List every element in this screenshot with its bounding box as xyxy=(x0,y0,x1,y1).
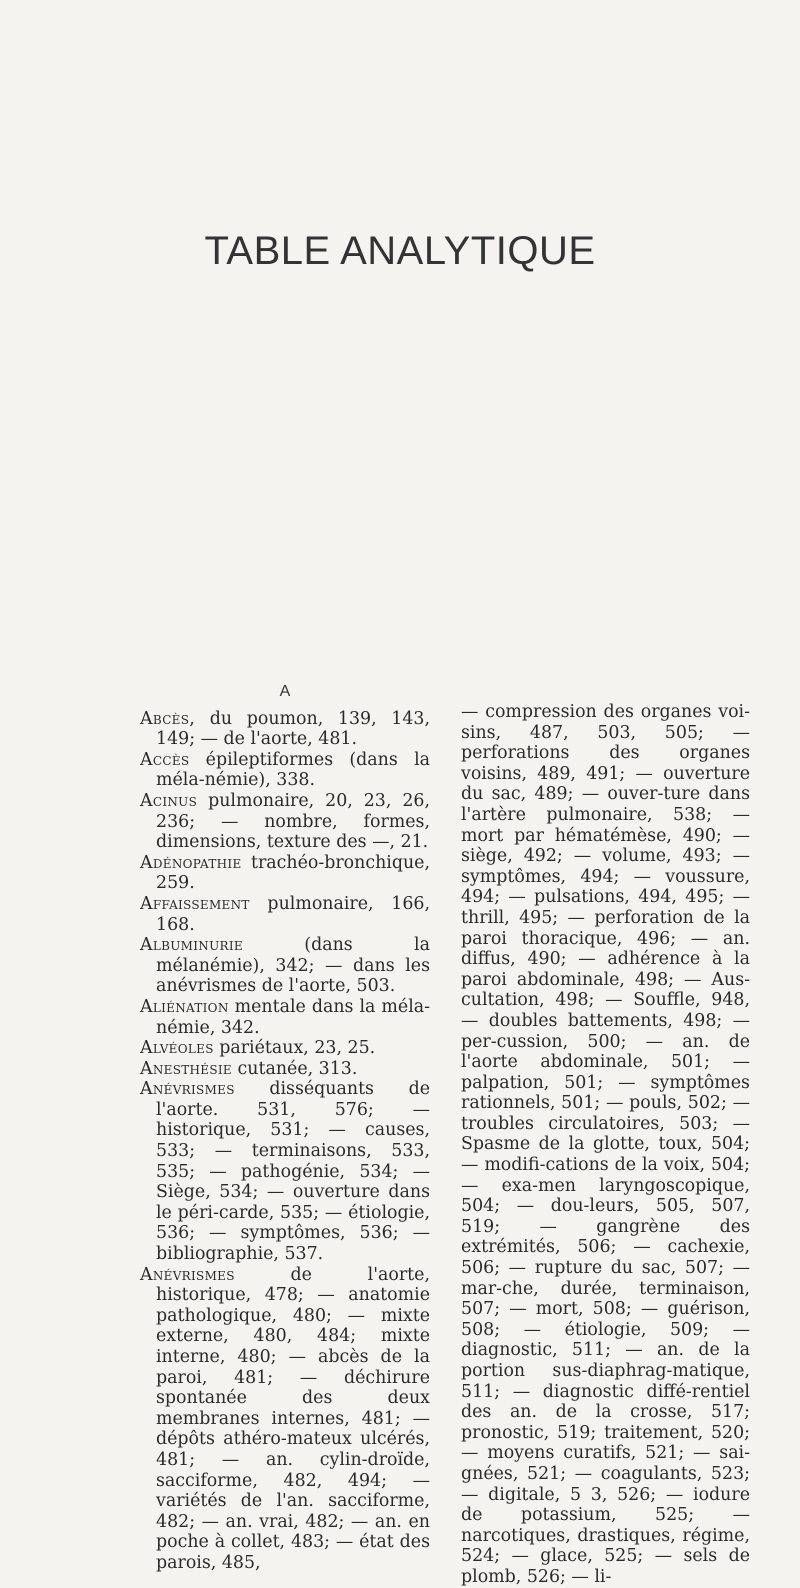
index-entry xyxy=(140,935,430,997)
page-title: TABLE ANALYTIQUE xyxy=(204,229,596,273)
index-entry-text: disséquants de l'aorte. 531, 576; — historique, 531; — causes, 533; — terminaisons, 533, 535; — pathogénie, 534; — Siège, 534; — ouverture dans le péri-carde, 535; — étiologie, 536; — symptômes, 536; — bibliographie, 537. xyxy=(156,1079,430,1265)
index-entry-text: (dans la mélanémie), 342; — dans les anévrismes de l'aorte, 503. xyxy=(156,935,430,997)
index-entry xyxy=(140,894,430,935)
index-entry-head: Alvéoles xyxy=(140,1038,214,1059)
index-entry xyxy=(140,709,430,750)
index-entry-head: Abcès, xyxy=(140,708,196,729)
index-entry xyxy=(140,1079,430,1264)
index-entry-text: pulmonaire, 166, 168. xyxy=(156,893,430,935)
index-entry xyxy=(140,1059,430,1080)
index-column-left xyxy=(140,682,430,1574)
index-entry-head: Anévrismes xyxy=(140,1264,235,1285)
index-continuation-text: — compression des organes voi-sins, 487, 503, 505; — perforations des organes voisins, 489, 491; — ouverture du sac, 489; — ouver-ture dans l'artère pulmonaire, 538; — mort par hématémèse, 490; — siège, 492; — volume, 493; — symptômes, 494; — voussure, 494; — pulsations, 494, 495; — thrill, 495; — perforation de la paroi thoracique, 496; — an. diffus, 490; — adhérence à la paroi abdominale, 498; — Aus-cultation, 498; — Souffle, 948, — doubles battements, 498; — per-cussion, 500; — an. de l'aorte abdominale, 501; — palpation, 501; — symptômes rationnels, 501; — pouls, 502; — troubles circulatoires, 503; — Spasme de la glotte, toux, 504; — modifi-cations de la voix, 504; — exa-men laryngoscopique, 504; — dou-leurs, 505, 507, 519; — gangrène des extrémités, 506; — cachexie, 506; — rupture du sac, 507; — mar-che, durée, terminaison, 507; — mort, 508; — guérison, 508; — étiologie, 509; — diagnostic, 511; — an. de la portion sus-diaphrag-matique, 511; — diagnostic diffé-rentiel des an. de la crosse, 517; pronostic, 519; traitement, 520; — moyens curatifs, 521; — sai-gnées, 521; — coagulants, 523; — digitale, 5 3, 526; — iodure de potassium, 525; — narcotiques, drastiques, régime, 524; — glace, 525; — sels de plomb, 526; — li- xyxy=(461,702,750,1587)
index-column-right xyxy=(461,702,750,1588)
index-entry-head: Acinus xyxy=(140,790,198,811)
index-entry xyxy=(140,997,430,1038)
index-entry-head: Albuminurie xyxy=(140,935,243,956)
index-entry-head: Anesthésie xyxy=(140,1058,232,1079)
index-entry-head: Aliénation xyxy=(140,996,229,1017)
index-entry xyxy=(140,1038,430,1059)
index-entry xyxy=(140,1265,430,1574)
index-entry-text: pulmonaire, 20, 23, 26, 236; — nombre, formes, dimensions, texture des —, 21. xyxy=(156,790,430,853)
index-entry-text: de l'aorte, historique, 478; — anatomie pathologique, 480; — mixte externe, 480, 484; mixte interne, 480; — abcès de la paroi, 481; — déchirure spontanée des deux membranes internes, 481; — dépôts athéro-mateux ulcérés, 481; — an. cylin-droïde, sacciforme, 482, 494; — variétés de l'an. sacciforme, 482; — an. vrai, 482; — an. en poche à collet, 483; — état des parois, 485, xyxy=(156,1264,430,1573)
index-entry xyxy=(140,750,430,791)
index-entry-text: cutanée, 313. xyxy=(232,1058,358,1079)
index-entry-head: Adénopathie xyxy=(140,852,242,873)
index-entry-head: Accès xyxy=(140,749,190,770)
index-entry xyxy=(140,791,430,853)
index-entry-head: Affaissement xyxy=(140,893,250,914)
index-entry-text: pariétaux, 23, 25. xyxy=(213,1038,376,1059)
index-entry xyxy=(140,853,430,894)
index-entry-head: Anévrismes xyxy=(140,1079,235,1100)
section-letter: A xyxy=(279,683,291,700)
index-entry-text: épileptiformes (dans la méla-némie), 338. xyxy=(156,749,430,791)
index-entry-text: trachéo-bronchique, 259. xyxy=(156,852,430,894)
index-entry-text: mentale dans la méla-némie, 342. xyxy=(156,996,430,1038)
index-entry-text: du poumon, 139, 143, 149; — de l'aorte, 481. xyxy=(156,708,430,750)
